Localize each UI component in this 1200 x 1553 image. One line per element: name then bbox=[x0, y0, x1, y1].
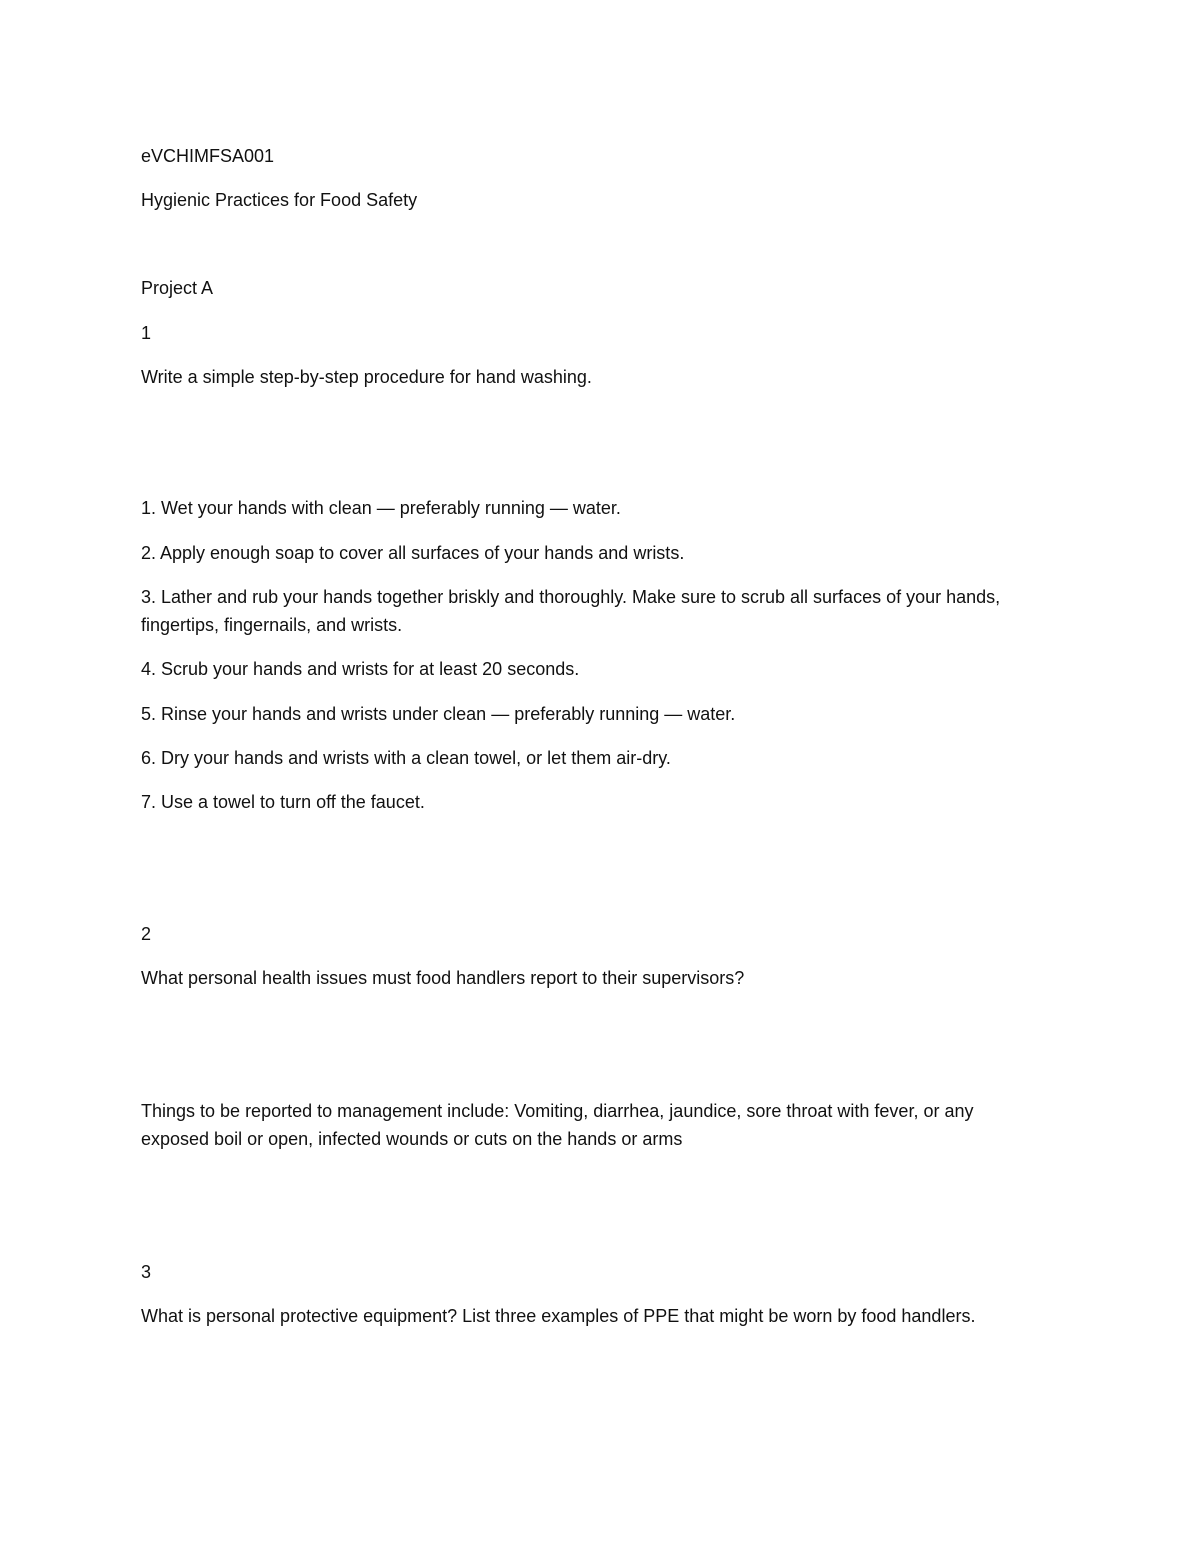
project-heading: Project A bbox=[141, 278, 214, 298]
question-2-prompt: What personal health issues must food handlers report to their supervisors? bbox=[141, 968, 745, 988]
answer-1-step-3: 3. Lather and rub your hands together briskly and thoroughly. Make sure to scrub all surfaces of your hands, fingertips, fingernails, and wrists. bbox=[141, 587, 1001, 635]
answer-2-text: Things to be reported to management include: Vomiting, diarrhea, jaundice, sore throat with fever, or any exposed boil or open, infected wounds or cuts on the hands or arms bbox=[141, 1101, 974, 1149]
question-1-number: 1 bbox=[141, 323, 152, 343]
course-title: Hygienic Practices for Food Safety bbox=[141, 190, 418, 210]
answer-1-step-4: 4. Scrub your hands and wrists for at least 20 seconds. bbox=[141, 659, 580, 679]
question-2-number: 2 bbox=[141, 924, 152, 944]
answer-1-step-2: 2. Apply enough soap to cover all surfaces of your hands and wrists. bbox=[141, 543, 685, 563]
course-code: eVCHIMFSA001 bbox=[141, 146, 275, 166]
question-3-prompt: What is personal protective equipment? List three examples of PPE that might be worn by food handlers. bbox=[141, 1306, 976, 1326]
answer-1-step-7: 7. Use a towel to turn off the faucet. bbox=[141, 792, 425, 812]
answer-1-step-6: 6. Dry your hands and wrists with a clean towel, or let them air-dry. bbox=[141, 748, 671, 768]
answer-1-step-5: 5. Rinse your hands and wrists under clean — preferably running — water. bbox=[141, 704, 736, 724]
question-3-number: 3 bbox=[141, 1262, 152, 1282]
answer-1-step-1: 1. Wet your hands with clean — preferably running — water. bbox=[141, 498, 621, 518]
question-1-prompt: Write a simple step-by-step procedure for hand washing. bbox=[141, 367, 592, 387]
